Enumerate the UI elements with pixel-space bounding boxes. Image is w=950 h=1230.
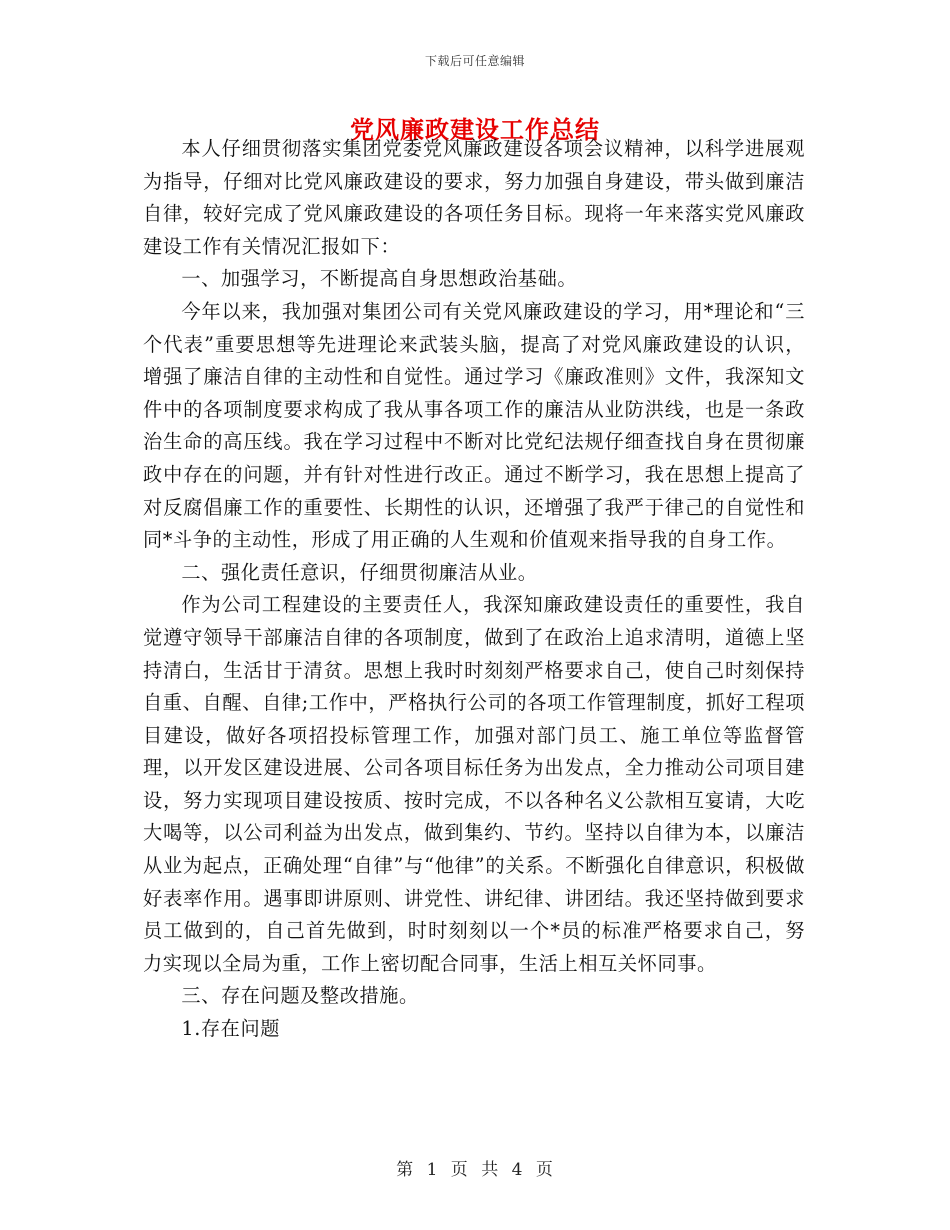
header-note: 下载后可任意编辑 bbox=[424, 54, 525, 68]
paragraph-section-1: 今年以来，我加强对集团公司有关党风廉政建设的学习，用*理论和“三个代表”重要思想等先进理论来武装头脑，提高了对党风廉政建设的认识，增强了廉洁自律的主动性和自觉性。通过学习《廉政准则》文件，我深知文件中的各项制度要求构成了我从事各项工作的廉洁从业防洪线，也是一条政治生命的高压线。我在学习过程中不断对比党纪法规仔细查找自身在贯彻廉政中存在的问题，并有针对性进行改正。通过不断学习，我在思想上提高了对反腐倡廉工作的重要性、长期性的认识，还增强了我严于律己的自觉性和同*斗争的主动性，形成了用正确的人生观和价值观来指导我的自身工作。 bbox=[143, 299, 805, 552]
section-heading-2: 二、强化责任意识，仔细贯彻廉洁从业。 bbox=[181, 560, 538, 584]
section-heading-1: 一、加强学习，不断提高自身思想政治基础。 bbox=[181, 267, 578, 291]
paragraph-section-2: 作为公司工程建设的主要责任人，我深知廉政建设责任的重要性，我自觉遵守领导干部廉洁自律的各项制度，做到了在政治上追求清明，道德上坚持清白，生活甘于清贫。思想上我时时刻刻严格要求自己，使自己时刻保持自重、自醒、自律;工作中，严格执行公司的各项工作管理制度，抓好工程项目建设，做好各项招投标管理工作，加强对部门员工、施工单位等监督管理，以开发区建设进展、公司各项目标任务为出发点，全力推动公司项目建设，努力实现项目建设按质、按时完成，不以各种名义公款相互宴请，大吃大喝等，以公司利益为出发点，做到集约、节约。坚持以自律为本，以廉洁从业为起点，正确处理“自律”与“他律”的关系。不断强化自律意识，积极做好表率作用。遇事即讲原则、讲党性、讲纪律、讲团结。我还坚持做到要求员工做到的，自己首先做到，时时刻刻以一个*员的标准严格要求自己，努力实现以全局为重，工作上密切配合同事，生活上相互关怀同事。 bbox=[143, 593, 805, 975]
document-body bbox=[143, 133, 805, 1046]
document-title: 党风廉政建设工作总结 bbox=[350, 115, 600, 144]
paragraph-intro: 本人仔细贯彻落实集团党委党风廉政建设各项会议精神，以科学进展观为指导，仔细对比党风廉政建设的要求，努力加强自身建设，带头做到廉洁自律，较好完成了党风廉政建设的各项任务目标。现将一年来落实党风廉政建设工作有关情况汇报如下： bbox=[143, 137, 805, 258]
subsection-heading: 1.存在问题 bbox=[181, 1017, 281, 1041]
page-number: 第 1 页 共 4 页 bbox=[396, 1160, 554, 1180]
section-heading-3: 三、存在问题及整改措施。 bbox=[181, 984, 419, 1008]
